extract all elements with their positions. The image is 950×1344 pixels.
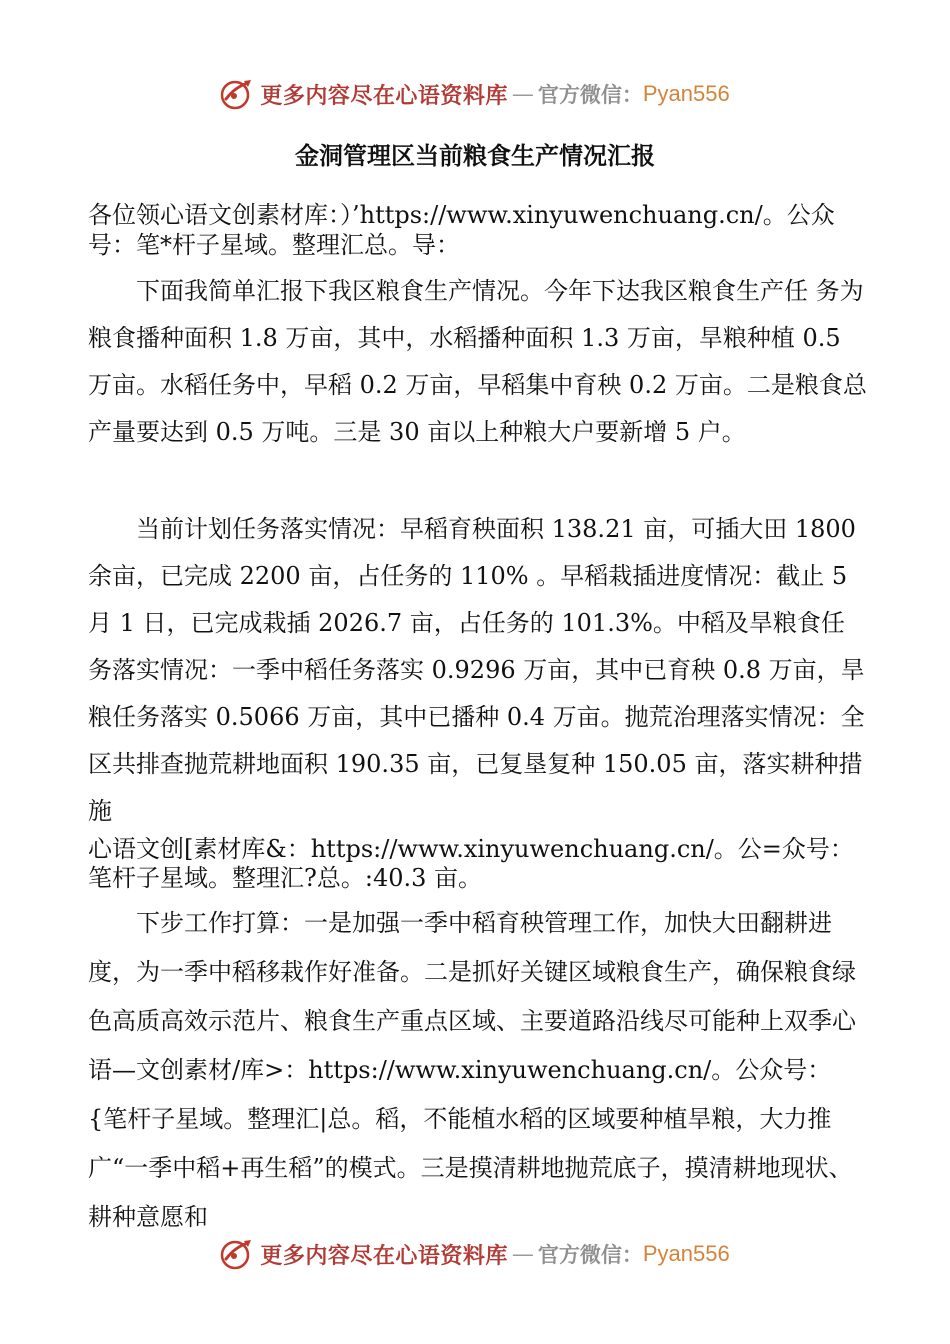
paragraph-next-steps: 下步工作打算：一是加强一季中稻育秧管理工作，加快大田翻耕进度，为一季中稻移栽作好准备。二是抓好关键区域粮食生产，确保粮食绿色高质高效示范片、粮食生产重点区域、主要道路沿线尽可能种上双季心语—文创素材/库>：https://www.xinyuwenchuang.cn/。公众号：{笔杆子星域。整理汇|总。稻，不能植水稻的区域要种植旱粮，大力推广“一季中稻+再生稻”的模式。三是摸清耕地抛荒底子，摸清耕地现状、耕种意愿和 <box>88 909 856 1231</box>
header-wechat-label: 官方微信： <box>537 82 643 107</box>
header-banner-separator: — <box>511 81 534 107</box>
brand-logo-icon <box>220 77 254 111</box>
header-banner <box>0 74 950 114</box>
footer-banner-separator: — <box>511 1241 534 1267</box>
document-title: 金洞管理区当前粮食生产情况汇报 <box>295 142 655 170</box>
footer-banner-text: 更多内容尽在心语资料库 <box>260 1242 508 1269</box>
document-body <box>88 200 868 1242</box>
footer-wechat-id: Pyan556 <box>642 1241 730 1266</box>
paragraph-watermark-line: 心语文创[素材库&：https://www.xinyuwenchuang.cn/。公=众号：笔杆子星域。整理汇?总。:40.3 亩。 <box>88 835 854 892</box>
paragraph-tasks: 下面我简单汇报下我区粮食生产情况。今年下达我区粮食生产任 务为粮食播种面积 1.8 万亩，其中，水稻播种面积 1.3 万亩，旱粮种植 0.5 万亩。水稻任务中，早稻 0.2 万亩，早稻集中育秧 0.2 万亩。二是粮食总产量要达到 0.5 万吨。三是 30 亩以上种粮大户要新增 5 户。 <box>88 277 867 446</box>
footer-wechat-label: 官方微信： <box>537 1242 643 1267</box>
header-banner-text: 更多内容尽在心语资料库 <box>260 82 508 109</box>
paragraph-greeting: 各位领心语文创素材库：）’https://www.xinyuwenchuang.cn/。公众号：笔*杆子星域。整理汇总。导： <box>88 201 835 259</box>
paragraph-progress: 当前计划任务落实情况：早稻育秧面积 138.21 亩，可插大田 1800 余亩，已完成 2200 亩，占任务的 110% 。早稻栽插进度情况：截止 5 月 1 日，已完成栽插 2026.7 亩，占任务的 101.3%。中稻及旱粮食任务落实情况：一季中稻任务落实 0.9296 万亩，其中已育秧 0.8 万亩，旱粮任务落实 0.5066 万亩，其中已播种 0.4 万亩。抛荒治理落实情况：全区共排查抛荒耕地面积 190.35 亩，已复垦复种 150.05 亩，落实耕种措施 <box>88 515 865 825</box>
brand-logo-icon <box>220 1237 254 1271</box>
header-wechat-id: Pyan556 <box>642 81 730 106</box>
footer-banner <box>0 1234 950 1274</box>
